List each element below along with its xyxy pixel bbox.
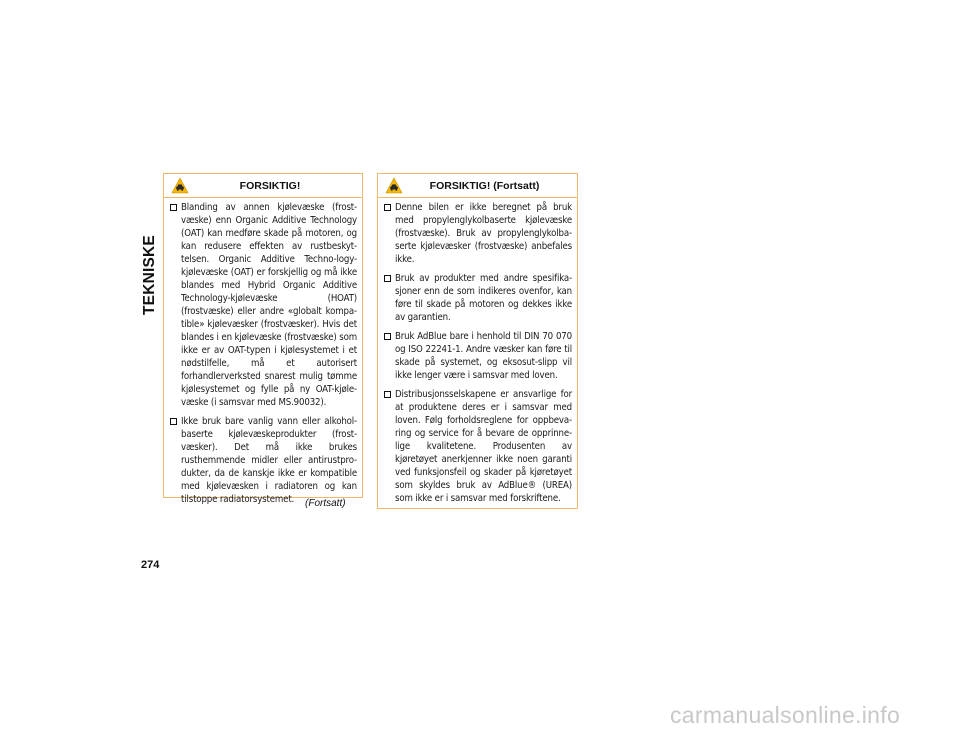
square-bullet-icon — [384, 275, 391, 282]
warning-triangle-car-icon — [171, 177, 189, 194]
caution-box-right — [377, 173, 578, 509]
caution-item — [384, 388, 572, 505]
caution-header — [378, 174, 577, 198]
watermark: carmanualsonline.info — [670, 702, 901, 728]
square-bullet-icon — [384, 333, 391, 340]
caution-item — [170, 415, 357, 506]
caution-item-text: Denne bilen er ikke beregnet på bruk med propylenglykolbaserte kjølevæske (frostvæske). Bruk av propylenglykolba-serte kjølevæsker (frostvæske) anbefales ikke. — [395, 202, 572, 265]
square-bullet-icon — [384, 204, 391, 211]
warning-triangle-car-icon — [385, 177, 403, 194]
caution-item-text: Distribusjonsselskapene er ansvarlige for at produktene deres er i samsvar med loven. Følg forholdsreglene for oppbeva-ring og service for å bevare de opprinne-lige kvalitetene. Produsenten av kjøretøyet anerkjenner ikke noen garanti ved funksjonsfeil og skader på kjøretøyet som skyldes bruk av AdBlue® (UREA) som ikke er i samsvar med forskriftene. — [395, 389, 572, 504]
page-number: 274 — [141, 559, 160, 571]
square-bullet-icon — [170, 418, 177, 425]
caution-header — [164, 174, 362, 198]
square-bullet-icon — [384, 391, 391, 398]
caution-item-text: Blanding av annen kjølevæske (frost-væske) enn Organic Additive Technology (OAT) kan medføre skade på motoren, og kan redusere effekten av rustbeskyt-telsen. Organic Additive Techno-logy-kjølevæske (OAT) er forskjellig og må ikke blandes med Hybrid Organic Additive Technology-kjølevæske (HOAT) (frostvæske) eller andre «globalt kompa-tible» kjølevæsker (frostvæsker). Hvis det blandes i en kjølevæske (frostvæske) som ikke er av OAT-typen i kjølesystemet i et nødstilfelle, må et autorisert forhandlerverksted snarest mulig tømme kjølesystemet og fylle på ny OAT-kjøle-væske (i samsvar med MS.90032). — [181, 202, 357, 408]
caution-item-text: Ikke bruk bare vanlig vann eller alkohol-baserte kjølevæskeprodukter (frost-væsker). Det må ikke brukes rusthemmende midler eller antirustpro-dukter, da de kanskje ikke er kompatible med kjølevæsken i radiatoren og kan tilstoppe radiatorsystemet. — [181, 416, 357, 505]
caution-item — [384, 272, 572, 324]
caution-item-text: Bruk av produkter med andre spesifika-sjoner enn de som indikeres ovenfor, kan føre til skade på motoren og dekkes ikke av garantien. — [395, 273, 572, 323]
caution-title: FORSIKTIG! (Fortsatt) — [429, 179, 540, 192]
continued-label: (Fortsatt) — [305, 498, 346, 509]
square-bullet-icon — [170, 204, 177, 211]
chapter-title: TEKNISKE — [141, 235, 158, 315]
caution-item — [170, 201, 357, 409]
caution-title: FORSIKTIG! — [239, 179, 301, 192]
caution-item — [384, 201, 572, 266]
caution-item — [384, 330, 572, 382]
caution-item-text: Bruk AdBlue bare i henhold til DIN 70 070 og ISO 22241-1. Andre væsker kan føre til skade på systemet, og eksosut-slipp vil ikke lenger være i samsvar med loven. — [395, 331, 572, 381]
